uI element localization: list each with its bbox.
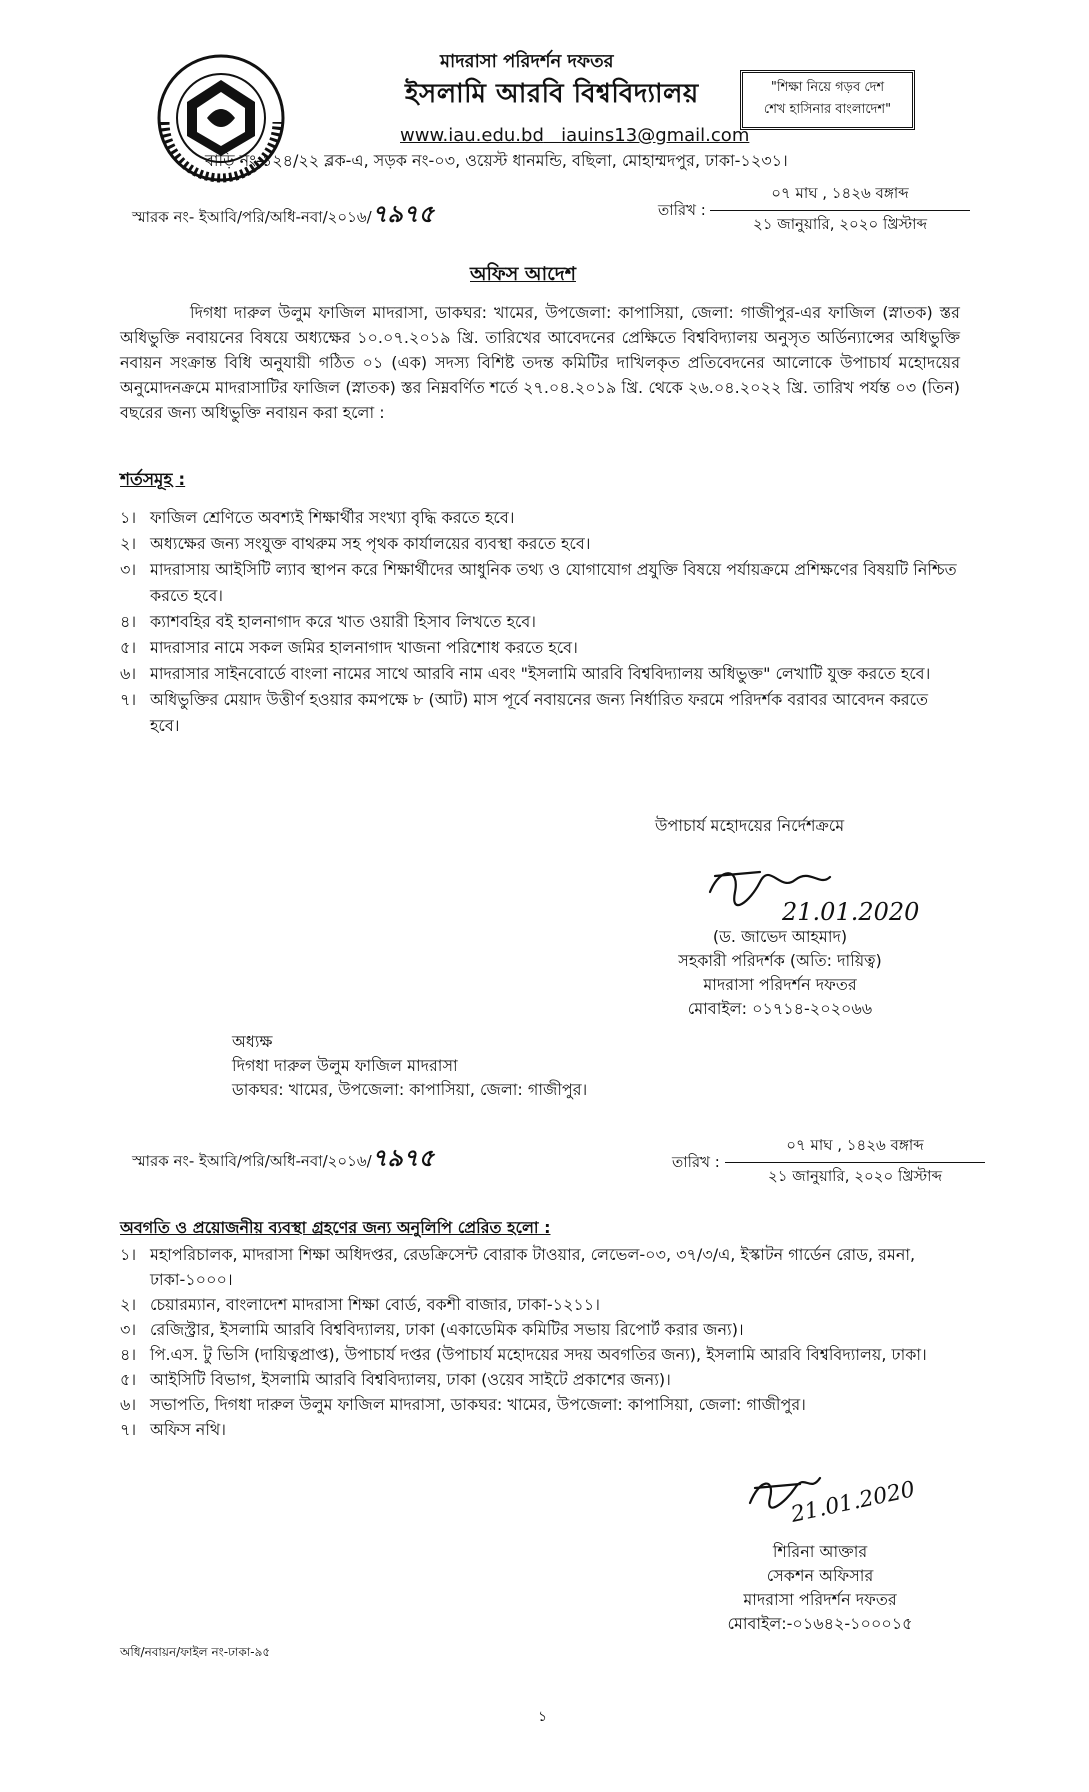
condition-item: ৪। ক্যাশবহির বই হালনাগাদ করে খাত ওয়ারী হিসাব লিখতে হবে।	[120, 612, 537, 631]
office-name: মাদরাসা পরিদর্শন দফতর	[440, 51, 614, 72]
website-and-email	[400, 126, 749, 146]
conditions-list	[120, 505, 960, 739]
signatory-2-name: শিরিনা আক্তার	[772, 1542, 868, 1561]
memo-number-handwritten: ৭৯৭৫	[371, 199, 435, 228]
condition-item: ৫। মাদরাসার নামে সকল জমির হালনাগাদ খাজনা পরিশোধ করতে হবে।	[120, 638, 578, 657]
order-paragraph-text: দিগধা দারুল উলুম ফাজিল মাদরাসা, ডাকঘর: খামের, উপজেলা: কাপাসিয়া, জেলা: গাজীপুর-এর ফাজিল (স্নাতক) স্তর অধিভুক্তি নবায়নের বিষয়ে অধ্যক্ষের ১০.০৭.২০১৯ খ্রি. তারিখের আবেদনের প্রেক্ষিতে বিশ্ববিদ্যালয় অনুসৃত অর্ডিন্যান্সের অধিভুক্তি নবায়ন সংক্রান্ত বিধি অনুযায়ী গঠিত ০১ (এক) সদস্য বিশিষ্ট তদন্ত কমিটির দাখিলকৃত প্রতিবেদনের আলোকে উপাচার্য মহোদয়ের অনুমোদনক্রমে মাদরাসাটির ফাজিল (স্নাতক) স্তর নিম্নবর্ণিত শর্তে ২৭.০৪.২০১৯ খ্রি. থেকে ২৬.০৪.২০২২ খ্রি. তারিখ পর্যন্ত ০৩ (তিন) বছরের জন্য অধিভুক্তি নবায়ন করা হলো :	[120, 303, 960, 422]
date-block	[710, 182, 970, 238]
date-label-2: তারিখ :	[672, 1153, 720, 1171]
copy-item: ৬। সভাপতি, দিগধা দারুল উলুম ফাজিল মাদরাসা, ডাকঘর: খামের, উপজেলা: কাপাসিয়া, জেলা: গাজীপুর।	[120, 1395, 806, 1414]
copy-item: ৫। আইসিটি বিভাগ, ইসলামি আরবি বিশ্ববিদ্যালয়, ঢাকা (ওয়েব সাইটে প্রকাশের জন্য)।	[120, 1370, 671, 1389]
website-link[interactable]: www.iau.edu.bd	[400, 125, 544, 146]
memo-reference	[132, 199, 435, 228]
date-block-2	[725, 1134, 985, 1190]
page-number: ১	[538, 1709, 548, 1725]
date-gregorian: ২১ জানুয়ারি, ২০২০ খ্রিস্টাব্দ	[753, 215, 927, 233]
condition-item: ৭। অধিভুক্তির মেয়াদ উত্তীর্ণ হওয়ার কমপক্ষে ৮ (আট) মাস পূর্বে নবায়নের জন্য নির্ধারিত ফরমে পরিদর্শক বরাবর আবেদন করতে হবে।	[120, 690, 929, 735]
signatory-1-office: মাদরাসা পরিদর্শন দফতর	[703, 975, 857, 994]
university-name: ইসলামি আরবি বিশ্ববিদ্যালয়	[405, 79, 699, 109]
memo-number-handwritten-2: ৭৯৭৫	[371, 1143, 435, 1172]
order-paragraph	[120, 300, 960, 425]
slogan-line-2: শেখ হাসিনার বাংলাদেশ"	[763, 102, 892, 117]
email-link[interactable]: iauins13@gmail.com	[561, 125, 750, 146]
conditions-heading: শর্তসমূহ :	[120, 470, 186, 490]
copies-heading: অবগতি ও প্রয়োজনীয় ব্যবস্থা গ্রহণের জন্য অনুলিপি প্রেরিত হলো :	[120, 1218, 551, 1237]
recipient-line-3: ডাকঘর: খামের, উপজেলা: কাপাসিয়া, জেলা: গাজীপুর।	[232, 1080, 588, 1099]
signature-2-date: 21.01.2020	[788, 1477, 918, 1528]
signatory-1-mobile: মোবাইল: ০১৭১৪-২০২০৬৬	[687, 999, 873, 1018]
signature-1-date: 21.01.2020	[782, 898, 920, 926]
date-divider-2	[725, 1162, 985, 1163]
signatory-1-name: (ড. জাভেদ আহমাদ)	[712, 927, 848, 946]
condition-item: ১। ফাজিল শ্রেণিতে অবশ্যই শিক্ষার্থীর সংখ্যা বৃদ্ধি করতে হবে।	[120, 508, 515, 527]
recipient-line-1: অধ্যক্ষ	[232, 1032, 273, 1051]
date-bangla: ০৭ মাঘ , ১৪২৬ বঙ্গাব্দ	[771, 184, 909, 202]
copy-item: ৪। পি.এস. টু ভিসি (দায়িত্বপ্রাপ্ত), উপাচার্য দপ্তর (উপাচার্য মহোদয়ের সদয় অবগতির জন্য), ইসলামি আরবি বিশ্ববিদ্যালয়, ঢাকা।	[120, 1345, 927, 1364]
date-bangla-2: ০৭ মাঘ , ১৪২৬ বঙ্গাব্দ	[786, 1136, 924, 1154]
signatory-1-block	[640, 925, 920, 1021]
copies-list	[120, 1242, 960, 1442]
instruction-line: উপাচার্য মহোদয়ের নির্দেশক্রমে	[655, 816, 845, 835]
condition-item: ২। অধ্যক্ষের জন্য সংযুক্ত বাথরুম সহ পৃথক কার্যালয়ের ব্যবস্থা করতে হবে।	[120, 534, 591, 553]
slogan-line-1: "শিক্ষা নিয়ে গড়ব দেশ	[770, 80, 885, 95]
copy-item: ১। মহাপরিচালক, মাদরাসা শিক্ষা অধিদপ্তর, রেডক্রিসেন্ট বোরাক টাওয়ার, লেভেল-০৩, ৩৭/৩/এ, ইস্কাটন গার্ডেন রোড, রমনা, ঢাকা-১০০০।	[120, 1245, 916, 1289]
slogan-box	[740, 70, 915, 130]
recipient-line-2: দিগধা দারুল উলুম ফাজিল মাদরাসা	[232, 1056, 458, 1075]
signatory-2-office: মাদরাসা পরিদর্শন দফতর	[743, 1590, 897, 1609]
signatory-2-designation: সেকশন অফিসার	[766, 1566, 874, 1585]
copy-item: ৭। অফিস নথি।	[120, 1420, 226, 1439]
office-address: বাড়ি নং-১২৪/২২ ব্লক-এ, সড়ক নং-০৩, ওয়েস্ট ধানমন্ডি, বছিলা, মোহাম্মদপুর, ঢাকা-১২৩১।	[205, 151, 788, 170]
date-divider	[710, 210, 970, 211]
memo-prefix: স্মারক নং- ইআবি/পরি/অধি-নবা/২০১৬/	[132, 208, 372, 226]
memo-prefix-2: স্মারক নং- ইআবি/পরি/অধি-নবা/২০১৬/	[132, 1152, 372, 1170]
recipient-address	[232, 1030, 587, 1102]
copy-item: ৩। রেজিস্ট্রার, ইসলামি আরবি বিশ্ববিদ্যালয়, ঢাকা (একাডেমিক কমিটির সভায় রিপোর্ট করার জন্য)।	[120, 1320, 744, 1339]
date-gregorian-2: ২১ জানুয়ারি, ২০২০ খ্রিস্টাব্দ	[768, 1167, 942, 1185]
condition-item: ৩। মাদরাসায় আইসিটি ল্যাব স্থাপন করে শিক্ষার্থীদের আধুনিক তথ্য ও যোগাযোগ প্রযুক্তি বিষয়ে পর্যায়ক্রমে প্রশিক্ষণের বিষয়টি নিশ্চিত করতে হবে।	[120, 560, 957, 605]
signatory-2-mobile: মোবাইল:-০১৬৪২-১০০০১৫	[727, 1614, 913, 1633]
date-label: তারিখ :	[658, 201, 706, 219]
copy-item: ২। চেয়ারম্যান, বাংলাদেশ মাদরাসা শিক্ষা বোর্ড, বকশী বাজার, ঢাকা-১২১১।	[120, 1295, 600, 1314]
signatory-1-designation: সহকারী পরিদর্শক (অতি: দায়িত্ব)	[678, 951, 882, 970]
order-title: অফিস আদেশ	[470, 263, 576, 285]
memo-reference-2	[132, 1143, 435, 1172]
condition-item: ৬। মাদরাসার সাইনবোর্ডে বাংলা নামের সাথে আরবি নাম এবং "ইসলামি আরবি বিশ্ববিদ্যালয় অধিভুক্ত" লেখাটি যুক্ত করতে হবে।	[120, 664, 931, 683]
signatory-2-block	[700, 1540, 940, 1636]
file-reference: অধি/নবায়ন/ফাইল নং-ঢাকা-৯৫	[120, 1645, 271, 1659]
